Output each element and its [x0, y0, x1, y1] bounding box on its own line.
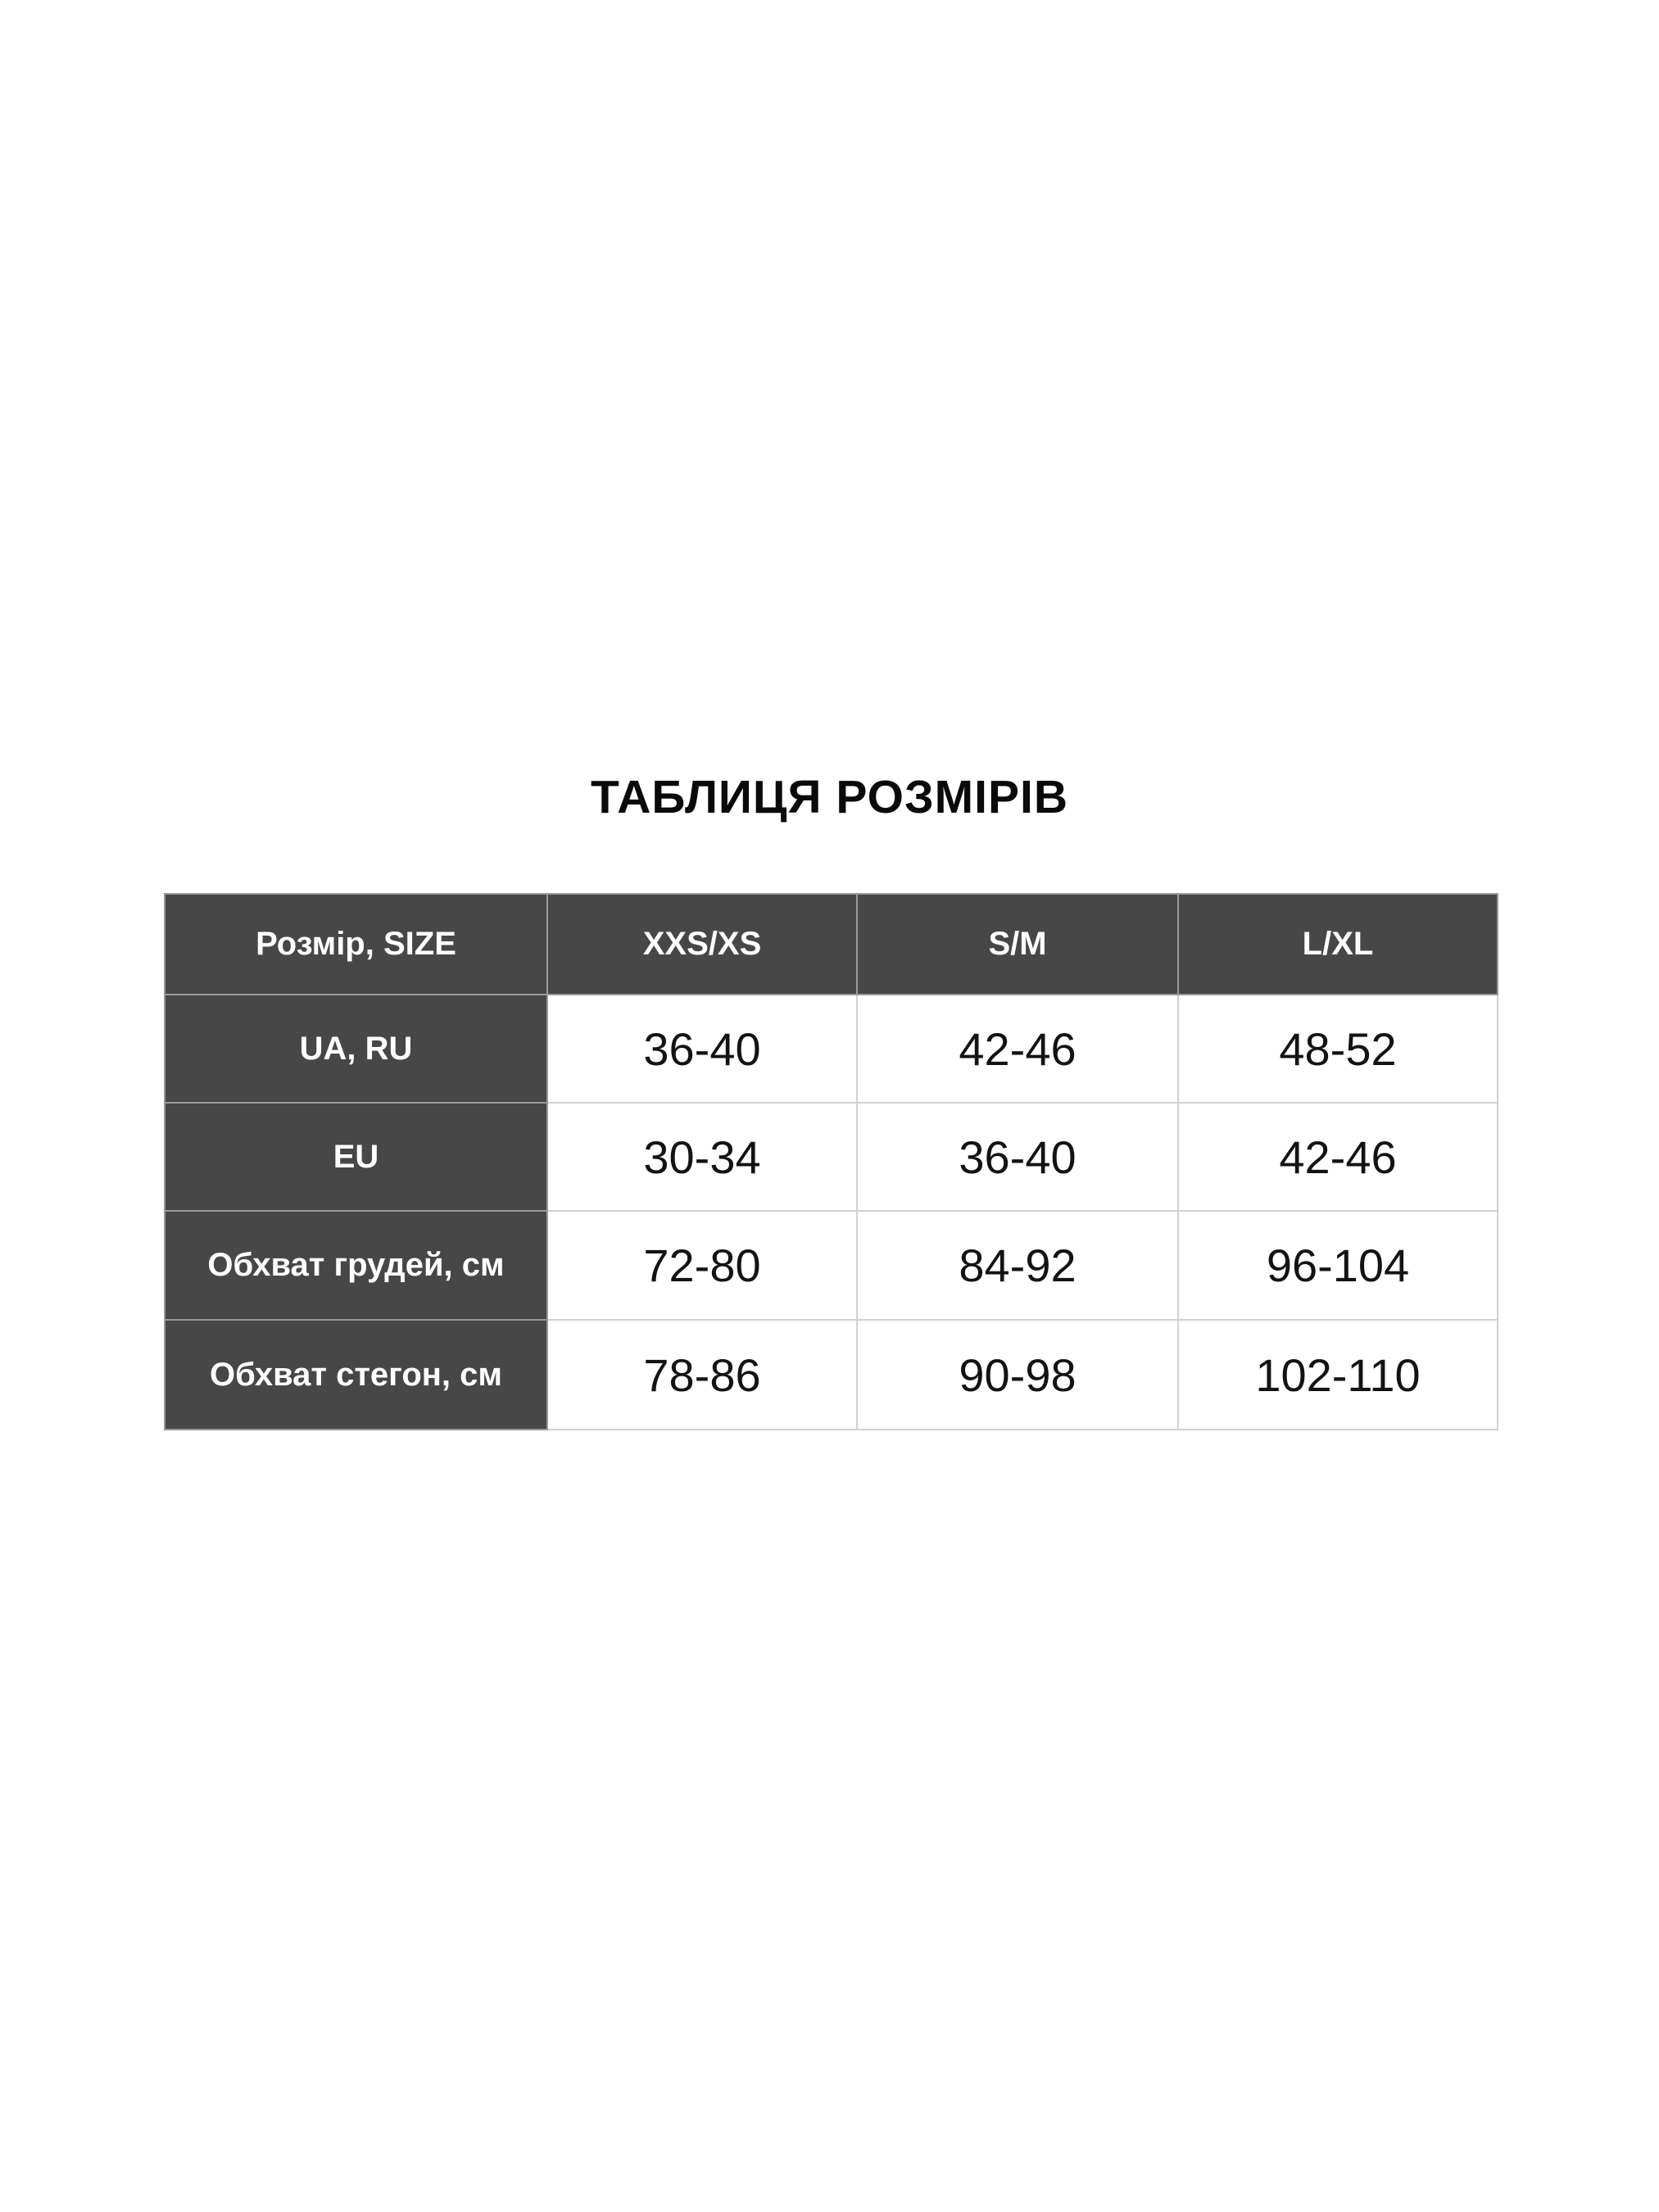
size-table — [164, 893, 1498, 1430]
table-header-row — [165, 894, 1498, 995]
row-label-chest-girth: Обхват грудей, см — [165, 1211, 547, 1320]
row-label-ua-ru: UA, RU — [165, 995, 547, 1103]
table-cell: 30-34 — [547, 1103, 857, 1211]
table-row-chest-girth — [165, 1211, 1498, 1320]
header-cell-s-m: S/M — [857, 894, 1178, 995]
table-row-hip-girth — [165, 1320, 1498, 1430]
table-cell: 36-40 — [857, 1103, 1178, 1211]
table-row-ua-ru — [165, 995, 1498, 1103]
table-cell: 36-40 — [547, 995, 857, 1103]
row-label-eu: EU — [165, 1103, 547, 1211]
table-cell: 90-98 — [857, 1320, 1178, 1430]
header-cell-xxs-xs: XXS/XS — [547, 894, 857, 995]
page-title: ТАБЛИЦЯ РОЗМІРІВ — [591, 771, 1068, 823]
header-cell-l-xl: L/XL — [1178, 894, 1498, 995]
table-cell: 42-46 — [1178, 1103, 1498, 1211]
table-row-eu — [165, 1103, 1498, 1211]
table-cell: 96-104 — [1178, 1211, 1498, 1320]
header-cell-size-label: Розмір, SIZE — [165, 894, 547, 995]
table-cell: 42-46 — [857, 995, 1178, 1103]
table-cell: 78-86 — [547, 1320, 857, 1430]
row-label-hip-girth: Обхват стегон, см — [165, 1320, 547, 1430]
table-cell: 48-52 — [1178, 995, 1498, 1103]
table-cell: 84-92 — [857, 1211, 1178, 1320]
table-cell: 102-110 — [1178, 1320, 1498, 1430]
table-cell: 72-80 — [547, 1211, 857, 1320]
